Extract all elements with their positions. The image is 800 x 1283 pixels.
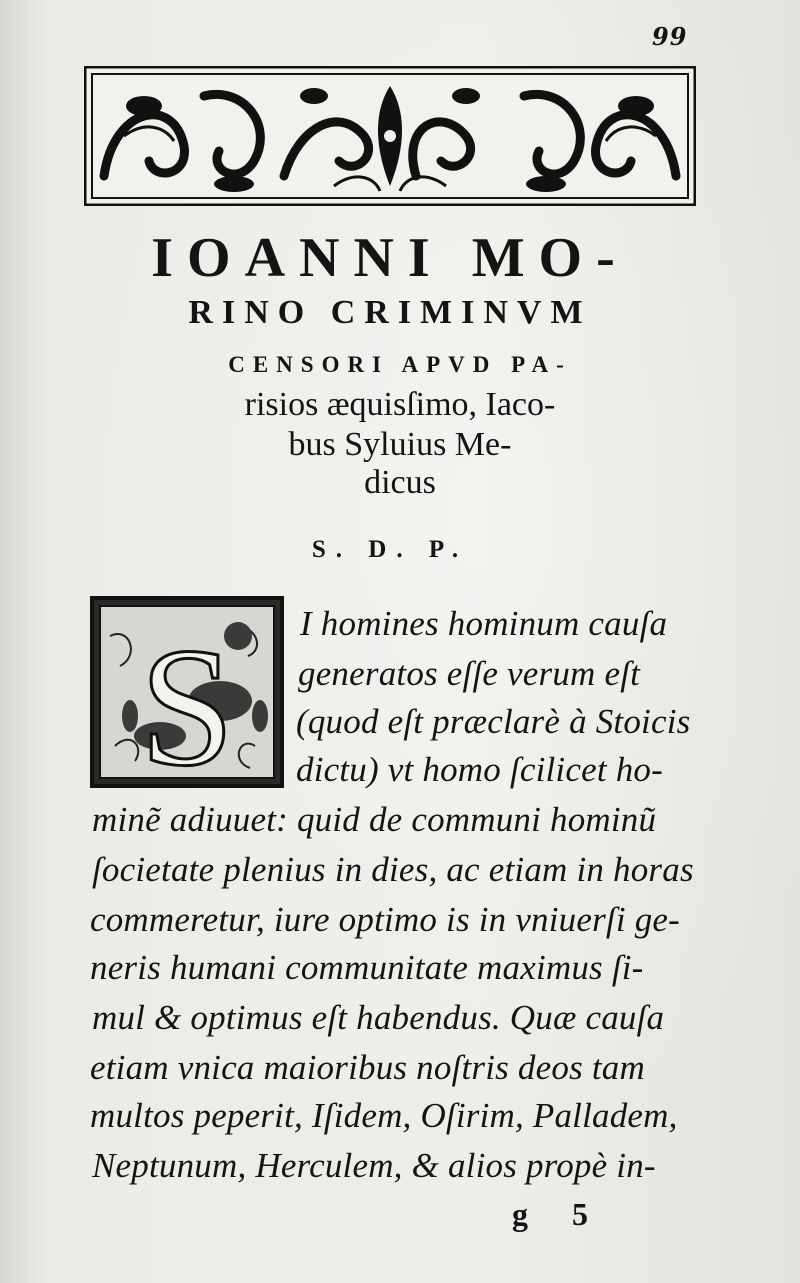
signature-mark: g 5	[512, 1196, 606, 1232]
heading-line-4: risios æquisſimo, Iaco-	[244, 386, 556, 423]
page-number: 99	[652, 22, 688, 51]
body-line: Neptunum, Herculem, & alios propè in-	[92, 1146, 656, 1185]
ornamental-headpiece	[84, 66, 696, 206]
decorated-initial	[90, 596, 284, 788]
salutation: S. D. P.	[311, 536, 469, 563]
body-line: mul & optimus eſt habendus. Quæ cauſa	[92, 998, 665, 1037]
body-line: dictu) vt homo ſcilicet ho-	[296, 750, 663, 789]
heading-line-6: dicus	[364, 464, 436, 501]
body-line: generatos eſſe verum eſt	[298, 654, 641, 693]
heading-line-1: IOANNI MO-	[151, 227, 629, 289]
heading-line-5: bus Syluius Me-	[288, 426, 512, 463]
heading-line-2: RINO CRIMINVM	[188, 294, 592, 331]
initial-letter: S	[139, 613, 235, 788]
body-line: commeretur, iure optimo is in vniuerſi ge-	[90, 900, 681, 939]
heading-line-3: CENSORI APVD PA-	[228, 352, 572, 377]
body-line: neris humani communitate maximus ſi-	[90, 948, 644, 987]
body-line: etiam vnica maioribus noſtris deos tam	[90, 1048, 645, 1087]
body-line: (quod eſt præclarè à Stoicis	[296, 702, 691, 741]
body-line: I homines hominum cauſa	[300, 604, 668, 643]
body-line: multos peperit, Iſidem, Oſirim, Palladem,	[90, 1096, 678, 1135]
body-line: minẽ adiuuet: quid de communi hominũ	[92, 800, 657, 839]
body-line: ſocietate plenius in dies, ac etiam in horas	[92, 850, 694, 889]
